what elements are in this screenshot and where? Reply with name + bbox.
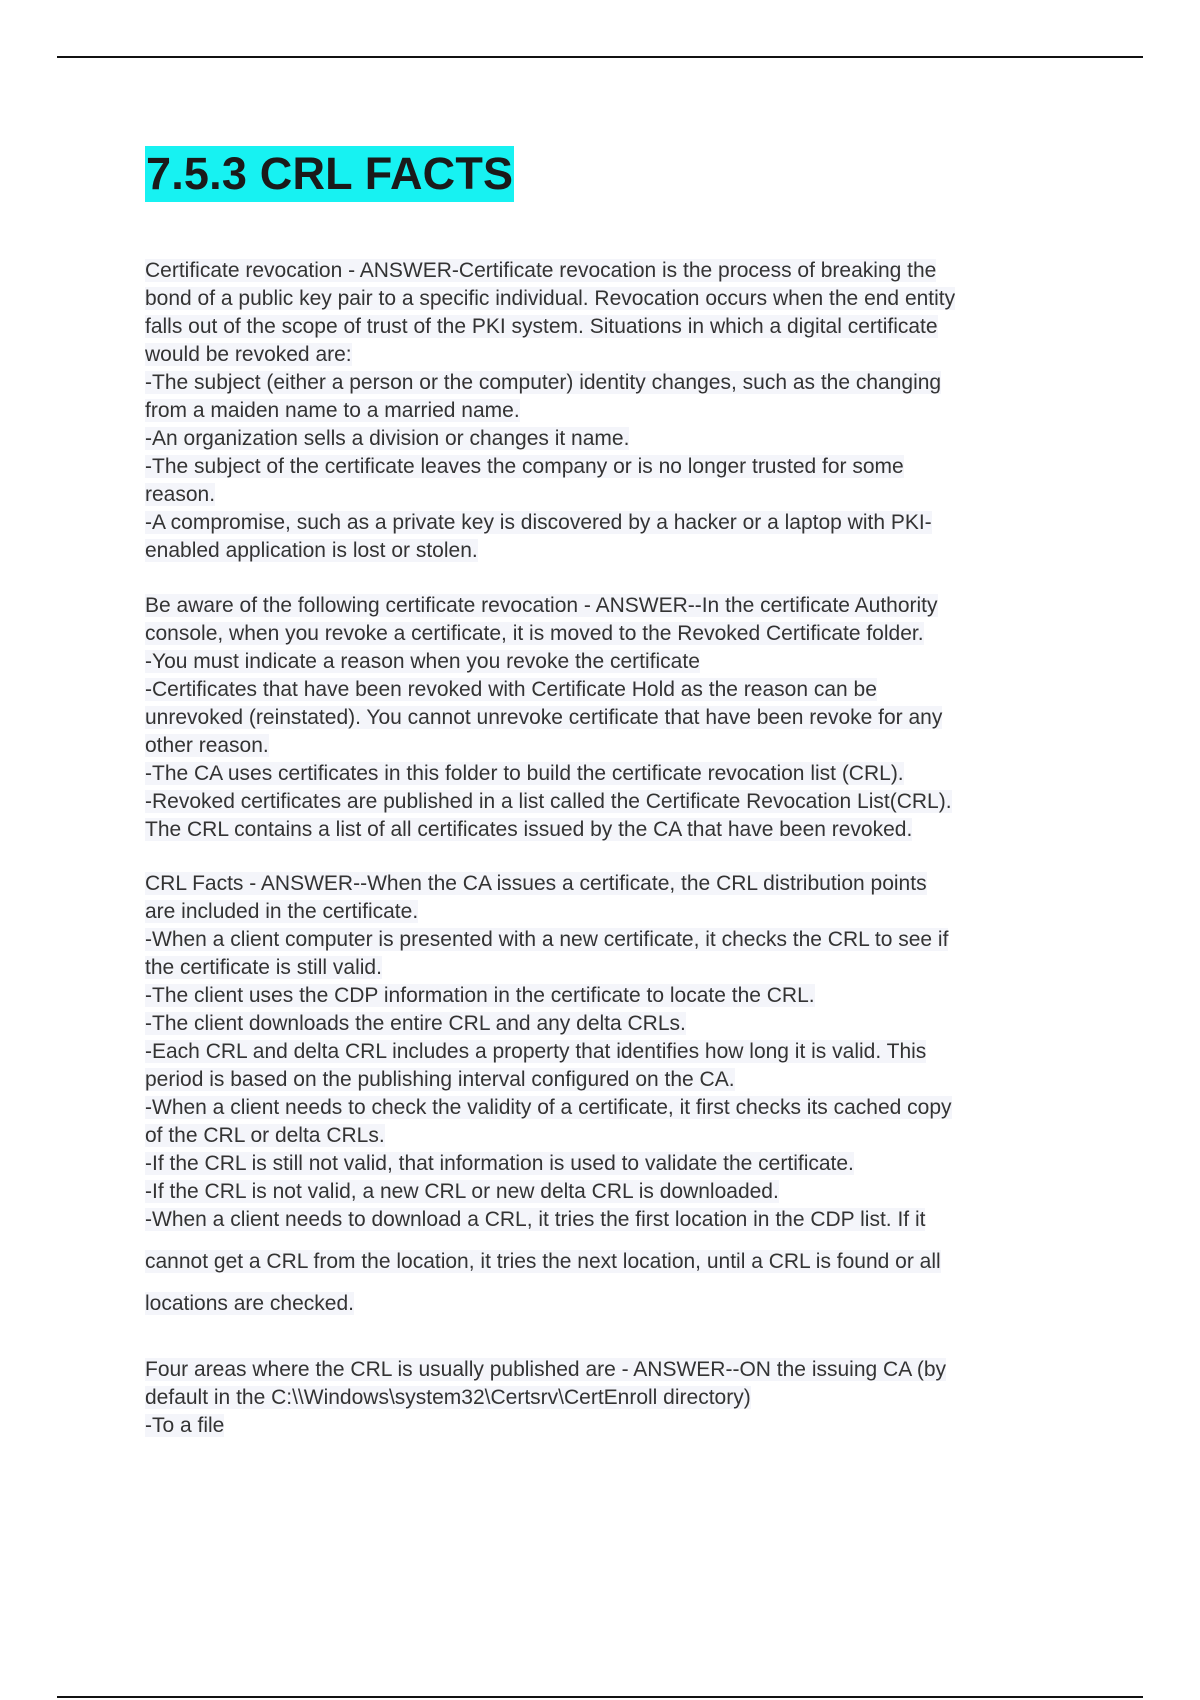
text-line: enabled application is lost or stolen.	[145, 539, 478, 562]
text-line: -An organization sells a division or changes it name.	[145, 427, 630, 450]
text-line: Be aware of the following certificate revocation - ANSWER--In the certificate Authority	[145, 594, 938, 617]
text-line: period is based on the publishing interval configured on the CA.	[145, 1068, 735, 1091]
text-line: other reason.	[145, 734, 269, 757]
text-line: the certificate is still valid.	[145, 956, 382, 979]
text-line: locations are checked.	[145, 1292, 354, 1315]
text-line: -The client downloads the entire CRL and any delta CRLs.	[145, 1012, 686, 1035]
text-line: bond of a public key pair to a specific individual. Revocation occurs when the end entity	[145, 287, 956, 310]
text-line: -A compromise, such as a private key is discovered by a hacker or a laptop with PKI-	[145, 511, 932, 534]
text-line: -If the CRL is not valid, a new CRL or new delta CRL is downloaded.	[145, 1180, 779, 1203]
text-line: -If the CRL is still not valid, that information is used to validate the certificate.	[145, 1152, 854, 1175]
text-line: -To a file	[145, 1414, 225, 1437]
text-line: CRL Facts - ANSWER--When the CA issues a certificate, the CRL distribution points	[145, 872, 927, 895]
section-crl-publishing	[145, 1356, 1085, 1440]
text-line: reason.	[145, 483, 216, 506]
text-line: Certificate revocation - ANSWER-Certificate revocation is the process of breaking the	[145, 259, 937, 282]
text-line: -The subject (either a person or the computer) identity changes, such as the changing	[145, 371, 942, 394]
text-line: of the CRL or delta CRLs.	[145, 1124, 385, 1147]
page-title: 7.5.3 CRL FACTS	[145, 146, 514, 202]
text-line: falls out of the scope of trust of the PKI system. Situations in which a digital certificate	[145, 315, 938, 338]
text-line: -Revoked certificates are published in a list called the Certificate Revocation List(CRL).	[145, 790, 952, 813]
section-revocation-awareness	[145, 592, 1085, 844]
section-crl-facts	[145, 870, 1085, 1318]
text-line: -Each CRL and delta CRL includes a property that identifies how long it is valid. This	[145, 1040, 927, 1063]
text-line: -When a client needs to check the validity of a certificate, it first checks its cached copy	[145, 1096, 952, 1119]
footer-rule	[57, 1696, 1143, 1698]
text-line: default in the C:\\Windows\system32\Certsrv\CertEnroll directory)	[145, 1386, 751, 1409]
text-line: unrevoked (reinstated). You cannot unrevoke certificate that have been revoke for any	[145, 706, 943, 729]
text-line: from a maiden name to a married name.	[145, 399, 520, 422]
text-line: The CRL contains a list of all certificates issued by the CA that have been revoked.	[145, 818, 913, 841]
section-certificate-revocation	[145, 257, 1085, 565]
text-line: -You must indicate a reason when you revoke the certificate	[145, 650, 700, 673]
text-line: would be revoked are:	[145, 343, 352, 366]
text-line: Four areas where the CRL is usually published are - ANSWER--ON the issuing CA (by	[145, 1358, 947, 1381]
text-line: -When a client computer is presented with a new certificate, it checks the CRL to see if	[145, 928, 949, 951]
text-line: -When a client needs to download a CRL, it tries the first location in the CDP list. If it	[145, 1208, 926, 1231]
text-line: are included in the certificate.	[145, 900, 419, 923]
text-line: cannot get a CRL from the location, it tries the next location, until a CRL is found or all	[145, 1250, 941, 1273]
text-line: -The subject of the certificate leaves the company or is no longer trusted for some	[145, 455, 904, 478]
header-rule	[57, 56, 1143, 58]
text-line: -The client uses the CDP information in the certificate to locate the CRL.	[145, 984, 815, 1007]
text-line: -The CA uses certificates in this folder to build the certificate revocation list (CRL).	[145, 762, 904, 785]
text-line: -Certificates that have been revoked with Certificate Hold as the reason can be	[145, 678, 877, 701]
text-line: console, when you revoke a certificate, it is moved to the Revoked Certificate folder.	[145, 622, 924, 645]
